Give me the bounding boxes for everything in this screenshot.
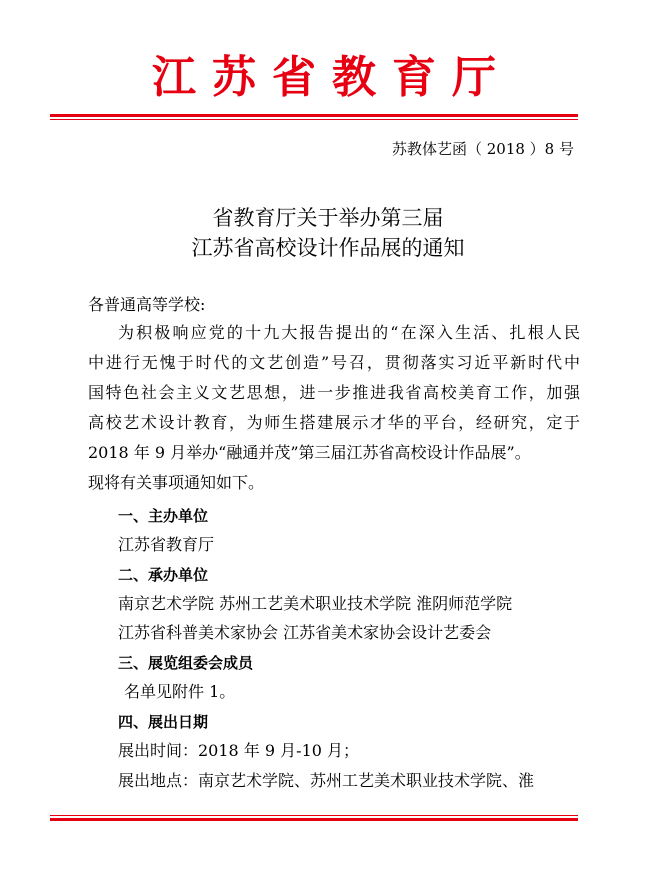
letterhead-rule-bottom-thick bbox=[50, 818, 578, 821]
paragraph-line: 现将有关事项通知如下。 bbox=[88, 473, 265, 492]
paragraph-line: 中进行无愧于时代的文艺创造”号召，贯彻落实习近平新时代中 bbox=[88, 353, 580, 372]
letterhead-rule-top-thick bbox=[50, 114, 578, 117]
paragraph-line: 高校艺术设计教育，为师生搭建展示才华的平台，经研究，定于 bbox=[88, 413, 580, 432]
section-heading-dates: 四、展出日期 bbox=[118, 713, 209, 731]
section-heading-organizer: 一、主办单位 bbox=[118, 507, 209, 525]
paragraph-line: 为积极响应党的十九大报告提出的“在深入生活、扎根人民 bbox=[118, 323, 580, 342]
letterhead-title: 江苏省教育厅 bbox=[152, 52, 512, 103]
section-content-host-line-1: 南京艺术学院 苏州工艺美术职业技术学院 淮阴师范学院 bbox=[118, 594, 513, 613]
section-heading-host: 二、承办单位 bbox=[118, 566, 209, 584]
section-heading-committee: 三、展览组委会成员 bbox=[118, 654, 254, 672]
document-number: 苏教体艺函（ 2018 ）8 号 bbox=[391, 140, 574, 158]
section-content-organizer: 江苏省教育厅 bbox=[118, 535, 215, 554]
section-content-dates-time: 展出时间：2018 年 9 月-10 月； bbox=[118, 741, 360, 760]
letterhead-rule-top-thin bbox=[50, 119, 578, 120]
section-content-committee: 名单见附件 1。 bbox=[124, 682, 236, 701]
paragraph-line: 2018 年 9 月举办“融通并茂”第三届江苏省高校设计作品展”。 bbox=[88, 443, 531, 462]
salutation: 各普通高等学校: bbox=[88, 295, 206, 314]
document-title-line-1: 省教育厅关于举办第三届 bbox=[212, 206, 444, 230]
paragraph-line: 国特色社会主义文艺思想，进一步推进我省高校美育工作，加强 bbox=[88, 383, 580, 402]
document-title-line-2: 江苏省高校设计作品展的通知 bbox=[191, 236, 465, 260]
section-content-dates-venue: 展出地点：南京艺术学院、苏州工艺美术职业技术学院、淮 bbox=[118, 771, 535, 790]
section-content-host-line-2: 江苏省科普美术家协会 江苏省美术家协会设计艺委会 bbox=[118, 623, 492, 642]
letterhead-rule-bottom-thin bbox=[50, 815, 578, 816]
